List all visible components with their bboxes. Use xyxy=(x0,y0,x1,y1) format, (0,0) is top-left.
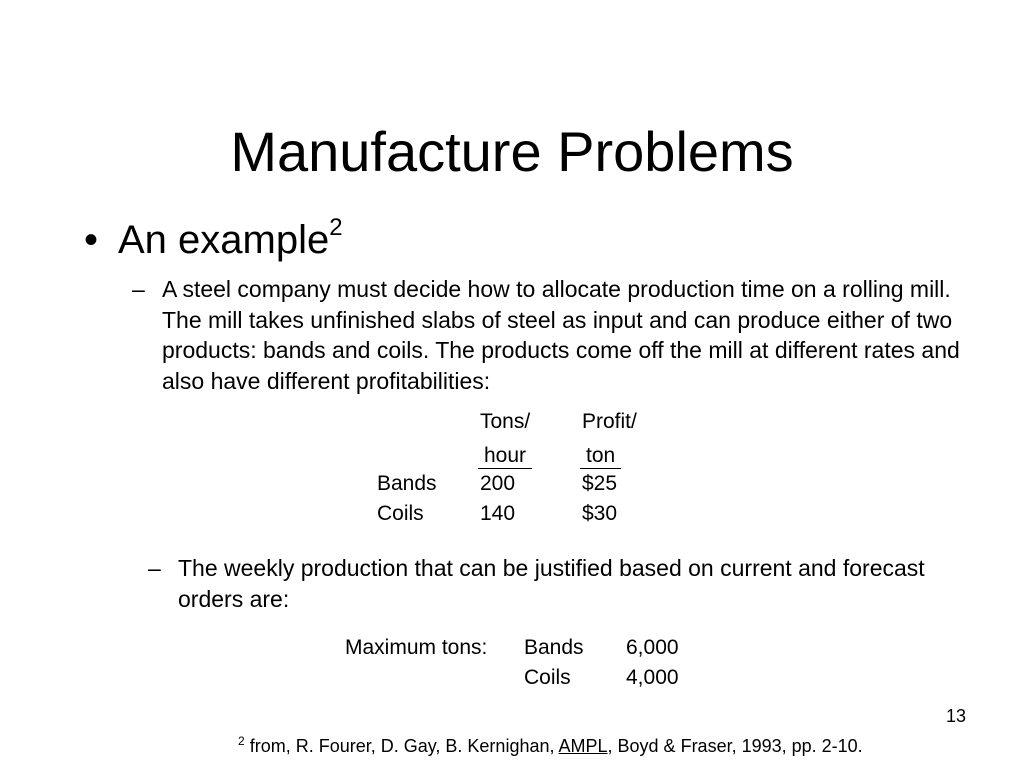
rate-row-tons: 200 xyxy=(480,472,516,495)
slide-title: Manufacture Problems xyxy=(230,120,794,183)
rate-header-hour xyxy=(478,441,532,471)
max-row-value: 6,000 xyxy=(626,636,679,659)
rate-row-product: Coils xyxy=(377,502,424,525)
rate-header-profit: Profit/ xyxy=(582,410,637,433)
subbullet-marker-1: – xyxy=(132,276,145,302)
rate-header-tons: Tons/ xyxy=(480,410,531,433)
subbullet-text-2: The weekly production that can be justified based on current and forecast orders are: xyxy=(178,555,925,612)
bullet-heading xyxy=(118,214,343,266)
max-tons-label: Maximum tons: xyxy=(345,636,488,659)
footnote-marker: 2 xyxy=(238,734,245,748)
rate-row-product: Bands xyxy=(377,472,437,495)
footnote-suffix: , Boyd & Fraser, 1993, pp. 2-10. xyxy=(607,736,863,756)
rate-row-tons: 140 xyxy=(480,502,516,525)
footnote-reference: 2 xyxy=(329,214,343,241)
footnote-book-title: AMPL xyxy=(558,736,608,756)
rate-header-ton xyxy=(580,441,621,471)
rate-header-ton-text: ton xyxy=(580,444,621,469)
rate-row-profit: $30 xyxy=(582,502,618,525)
bullet-heading-text: An example xyxy=(118,218,330,262)
bullet-marker: • xyxy=(84,218,99,262)
page-number: 13 xyxy=(945,706,966,726)
subbullet-text-1: A steel company must decide how to allocate production time on a rolling mill. The mill takes unfinished slabs of steel as input and can produce either of two products: bands and coils. The products come off the mill at different rates and also have different profitabilities: xyxy=(162,276,960,394)
subbullet-marker-2: – xyxy=(148,555,161,581)
footnote xyxy=(238,736,863,757)
rate-header-hour-text: hour xyxy=(478,444,532,469)
max-row-product: Coils xyxy=(524,666,571,689)
footnote-prefix: from, R. Fourer, D. Gay, B. Kernighan, xyxy=(249,736,559,756)
rate-row-profit: $25 xyxy=(582,472,618,495)
max-row-product: Bands xyxy=(524,636,584,659)
max-row-value: 4,000 xyxy=(626,666,679,689)
